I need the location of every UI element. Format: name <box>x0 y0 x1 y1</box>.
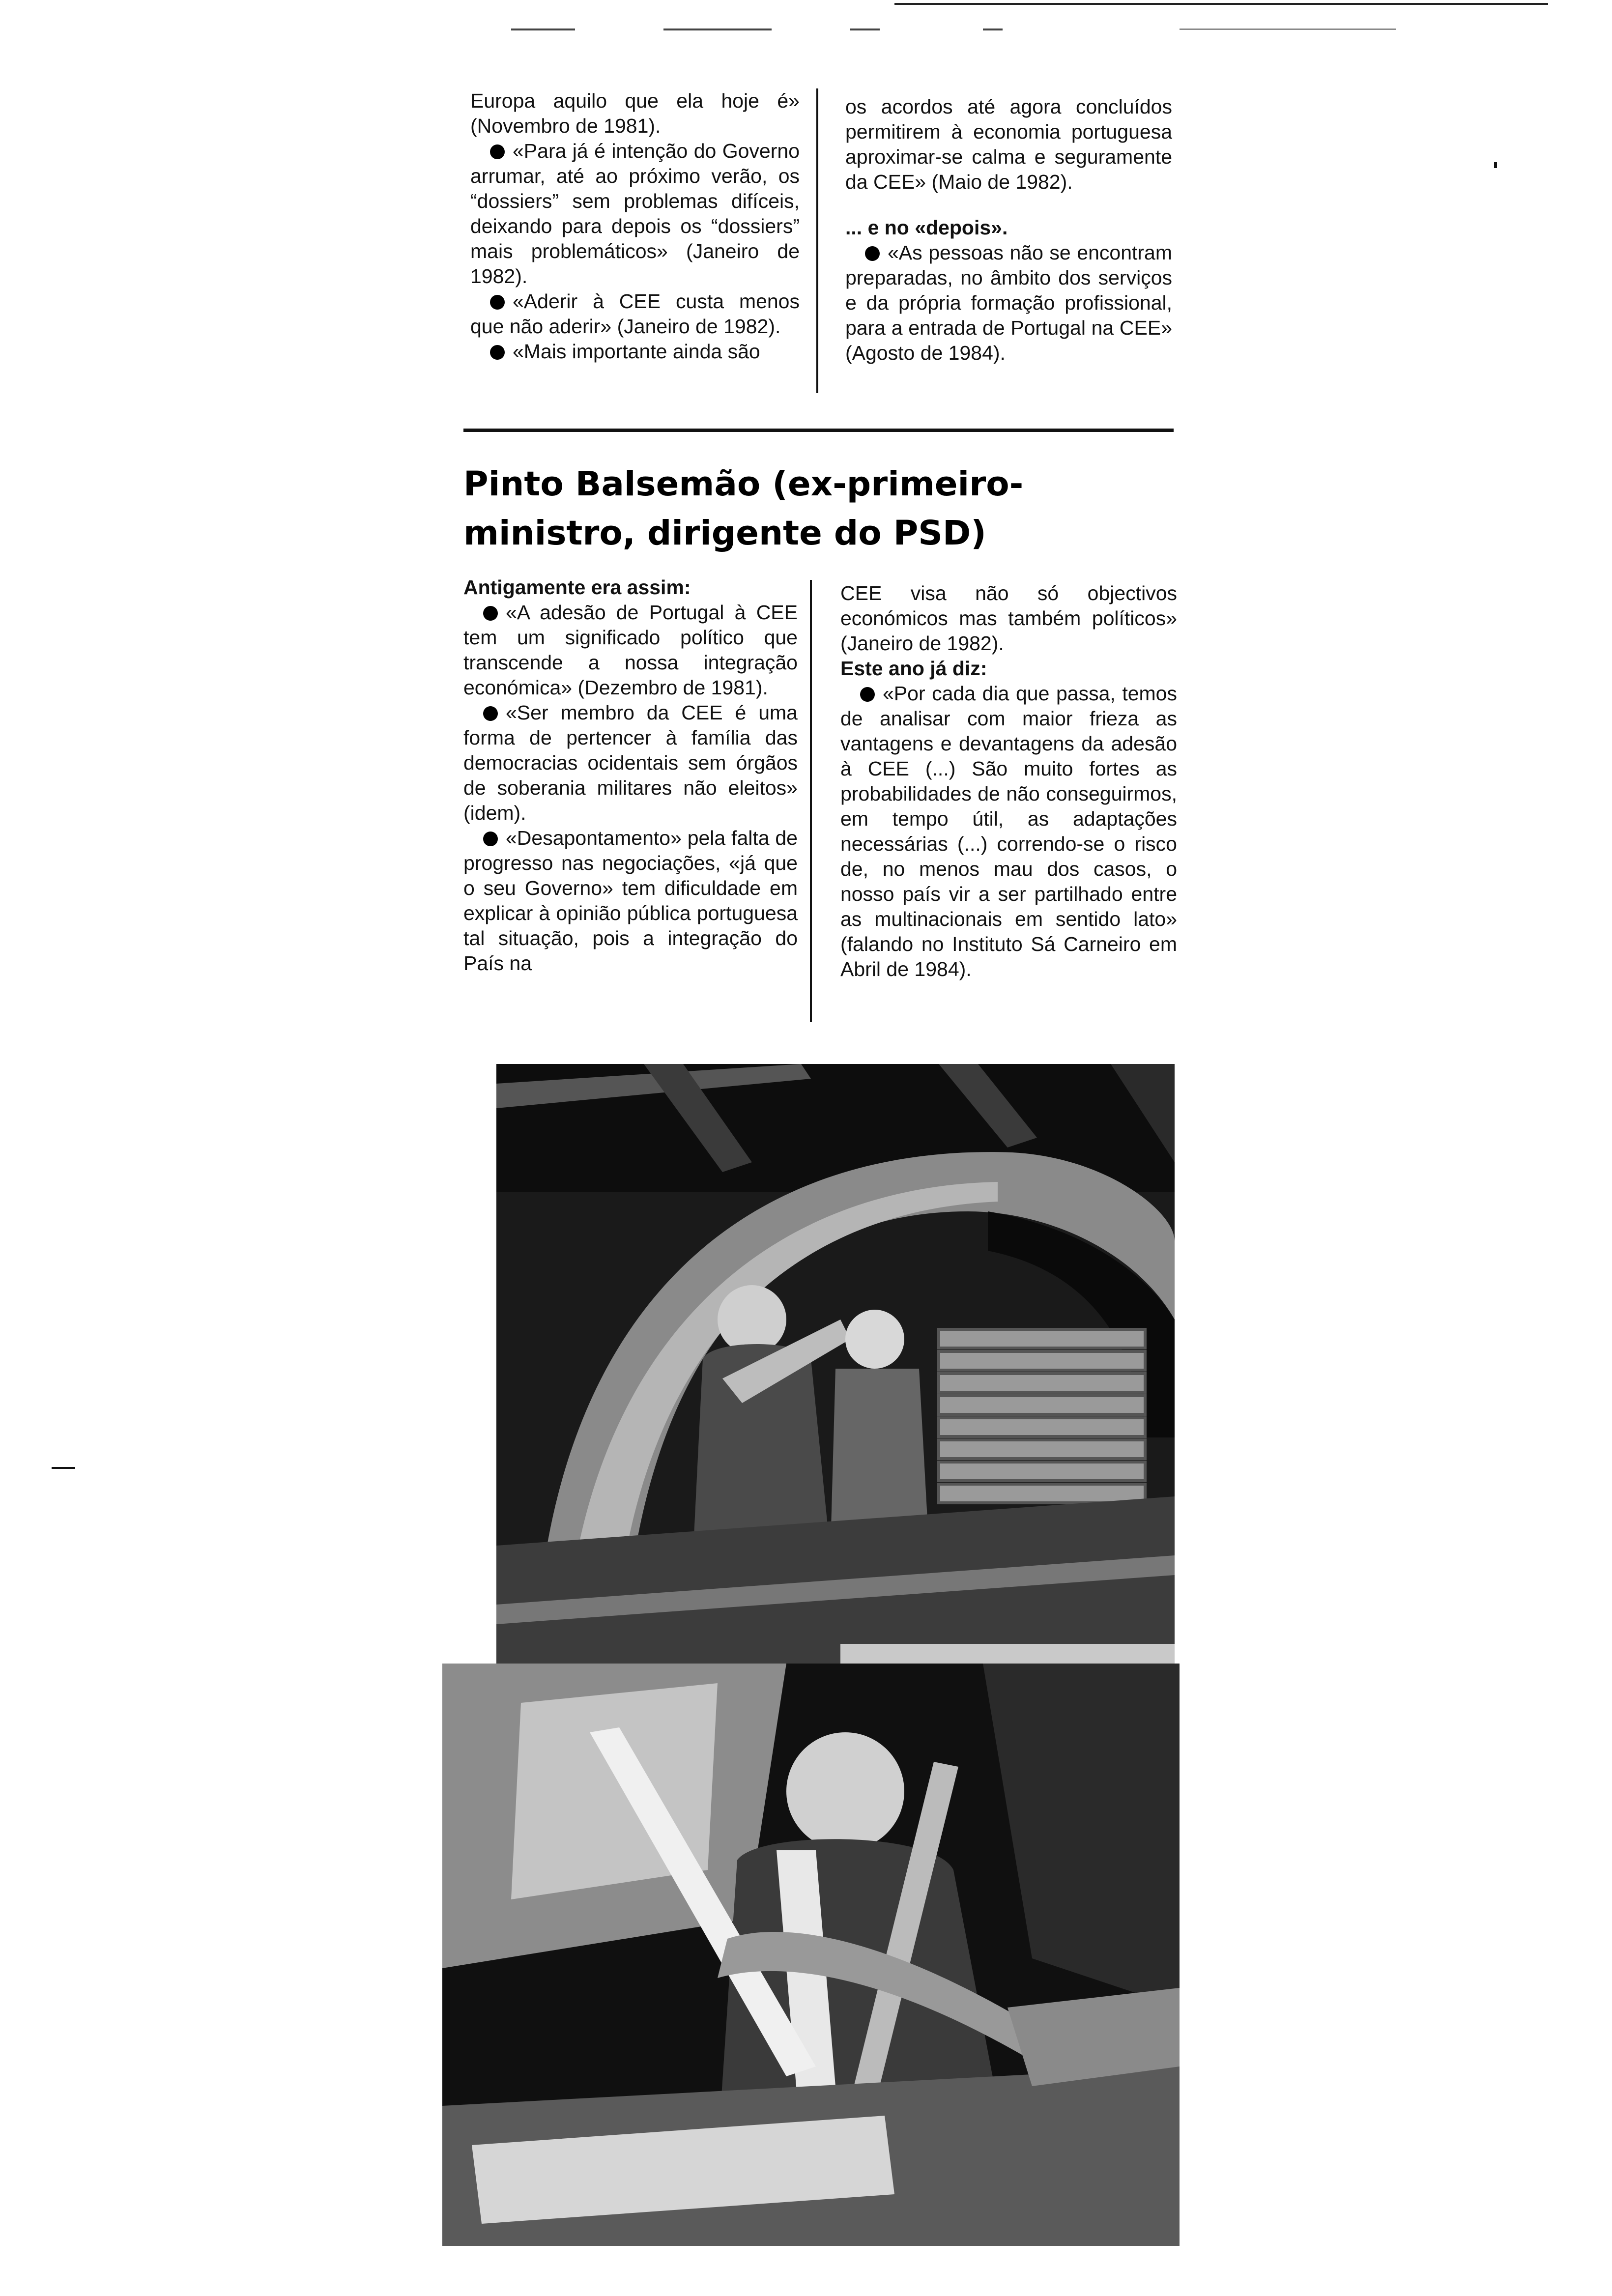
quote-paragraph: «As pessoas não se encontram preparadas, no âmbito dos serviços e da própria formação profissional, para a entrada de Portugal na CEE» (Agosto de 1984). <box>845 241 1172 364</box>
photo-worker-tools-image <box>442 1664 1180 2246</box>
quote-paragraph: «Por cada dia que passa, temos de analisar com maior frieza as vantagens e devantagens da adesão à CEE (...) São muito fortes as probabilidades de não conseguirmos, em tempo útil, as adaptações necessárias (...) correndo-se o risco de, no menos mau dos casos, o nosso país vir a ser partilhado entre as multinacionais em sentido lato» (falando no Instituto Sá Carneiro em Abril de 1984). <box>840 682 1177 980</box>
quote-paragraph: «Ser membro da CEE é uma forma de pertencer à família das democracias ocidentais sem órgãos de soberania militares não eleitos» (idem). <box>463 701 798 824</box>
bottom-left-column <box>463 575 798 976</box>
scan-mark <box>1180 29 1396 30</box>
column-divider <box>810 580 812 1022</box>
scan-mark <box>663 29 772 30</box>
scan-mark <box>511 29 575 30</box>
scan-border-line <box>894 3 1548 5</box>
paragraph: CEE visa não só objectivos económicos mas também políticos» (Janeiro de 1982). <box>840 582 1177 655</box>
photo-workers-hangar <box>496 1064 1175 1688</box>
section-subhead: Este ano já diz: <box>840 657 987 680</box>
bullet-icon <box>490 295 505 310</box>
photo-workers-hangar-image <box>496 1064 1175 1688</box>
paragraph: os acordos até agora concluídos permitirem à economia portuguesa aproximar-se calma e seguramente da CEE» (Maio de 1982). <box>845 95 1172 193</box>
section-rule <box>463 429 1174 432</box>
quote-paragraph: «Desapontamento» pela falta de progresso nas negociações, «já que o seu Governo» tem dificuldade em explicar à opinião pública portuguesa tal situação, pois a integração do País na <box>463 827 798 975</box>
paragraph: Europa aquilo que ela hoje é» (Novembro de 1981). <box>470 89 800 137</box>
quote-paragraph: «A adesão de Portugal à CEE tem um significado político que transcende a nossa integração económica» (Dezembro de 1981). <box>463 601 798 699</box>
bullet-icon <box>490 144 505 159</box>
section-subhead: ... e no «depois». <box>845 216 1008 239</box>
quote-paragraph: «Aderir à CEE custa menos que não aderir» (Janeiro de 1982). <box>470 290 800 338</box>
bullet-icon <box>483 606 498 621</box>
margin-mark <box>52 1467 75 1469</box>
section-subhead: Antigamente era assim: <box>463 576 691 599</box>
section-headline: Pinto Balsemão (ex-primeiro-ministro, dirigente do PSD) <box>463 464 1024 553</box>
bullet-icon <box>483 706 498 721</box>
margin-mark <box>1494 162 1497 168</box>
bullet-icon <box>483 832 498 846</box>
top-right-column <box>845 94 1172 366</box>
quote-paragraph: «Para já é intenção do Governo arrumar, até ao próximo verão, os “dossiers” sem problemas difíceis, deixando para depois os “dossiers” mais problemáticos» (Janeiro de 1982). <box>470 140 800 287</box>
scan-mark <box>850 29 880 30</box>
photo-worker-tools <box>442 1664 1180 2246</box>
quote-paragraph: «Mais importante ainda são <box>470 339 800 364</box>
scan-mark <box>983 29 1003 30</box>
bottom-right-column <box>840 581 1177 982</box>
top-left-column <box>470 88 800 364</box>
column-divider <box>816 88 818 393</box>
bullet-icon <box>490 345 505 360</box>
bullet-icon <box>865 246 880 261</box>
bullet-icon <box>860 687 875 702</box>
